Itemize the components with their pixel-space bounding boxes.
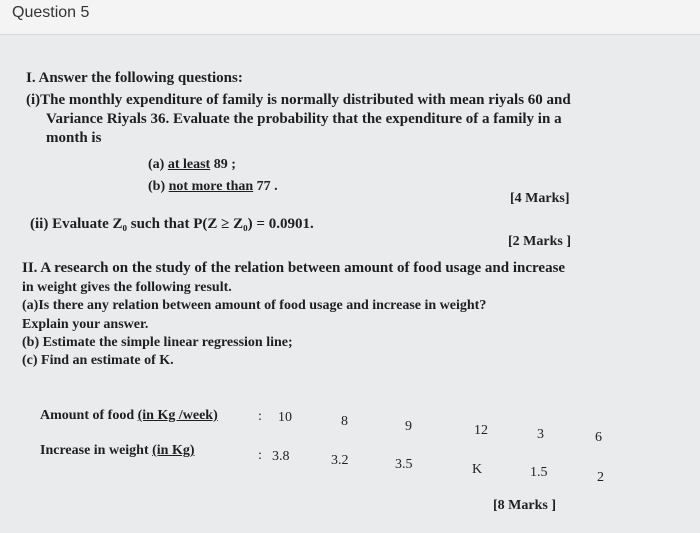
part-i-line3: month is bbox=[46, 130, 102, 146]
part-i-item-a bbox=[148, 158, 236, 172]
row-label-text: Amount of food bbox=[40, 408, 138, 423]
part-i-item-b bbox=[148, 180, 278, 194]
section2-line4: Explain your answer. bbox=[22, 317, 149, 332]
part-i-line2: Variance Riyals 36. Evaluate the probability that the expenditure of a family in a bbox=[46, 111, 562, 127]
table-cell: 8 bbox=[341, 414, 348, 429]
row-label-unit: (in Kg /week) bbox=[137, 408, 218, 423]
item-a-value: 89 ; bbox=[213, 157, 236, 172]
part-i-marks: [4 Marks] bbox=[510, 191, 570, 206]
item-b-value: 77 . bbox=[256, 179, 278, 194]
item-a-prefix: (a) bbox=[148, 157, 165, 172]
table-row-label bbox=[40, 444, 195, 458]
section2-marks: [8 Marks ] bbox=[493, 498, 556, 513]
table-cell: 10 bbox=[278, 410, 292, 425]
part-ii-marks: [2 Marks ] bbox=[508, 234, 571, 249]
table-cell: 9 bbox=[405, 419, 412, 434]
table-cell: 3 bbox=[537, 427, 544, 442]
table-cell: 3.8 bbox=[272, 449, 290, 464]
row-separator: : bbox=[258, 448, 262, 463]
section2-line5: (b) Estimate the simple linear regression line; bbox=[22, 335, 293, 350]
question-header bbox=[0, 0, 700, 35]
item-a-condition: at least bbox=[167, 157, 211, 172]
section1-heading: I. Answer the following questions: bbox=[26, 70, 243, 86]
table-cell: 12 bbox=[474, 423, 488, 438]
question-title: Question 5 bbox=[12, 4, 90, 21]
part-ii-text: (ii) Evaluate Z₀ such that P(Z ≥ Z₀) = 0.0901. bbox=[30, 216, 314, 232]
question-photo bbox=[0, 35, 700, 533]
section2-line2: in weight gives the following result. bbox=[22, 280, 232, 295]
item-b-condition: not more than bbox=[168, 179, 254, 194]
part-i-line1: (i)The monthly expenditure of family is normally distributed with mean riyals 60 and bbox=[26, 92, 571, 108]
table-cell: 2 bbox=[597, 470, 604, 485]
table-cell: 3.2 bbox=[331, 453, 349, 468]
table-cell: 3.5 bbox=[395, 457, 413, 472]
section2-line3: (a)Is there any relation between amount of food usage and increase in weight? bbox=[22, 298, 487, 313]
row-separator: : bbox=[258, 409, 262, 424]
row-label-unit: (in Kg) bbox=[152, 443, 195, 458]
table-cell: 6 bbox=[595, 430, 602, 445]
table-cell: 1.5 bbox=[530, 465, 548, 480]
section2-line6: (c) Find an estimate of K. bbox=[22, 353, 174, 368]
item-b-prefix: (b) bbox=[148, 179, 166, 194]
table-cell: K bbox=[472, 462, 483, 477]
row-label-text: Increase in weight bbox=[40, 443, 153, 458]
section2-line1: II. A research on the study of the relation between amount of food usage and increase bbox=[22, 260, 566, 276]
table-row-label bbox=[40, 409, 218, 423]
